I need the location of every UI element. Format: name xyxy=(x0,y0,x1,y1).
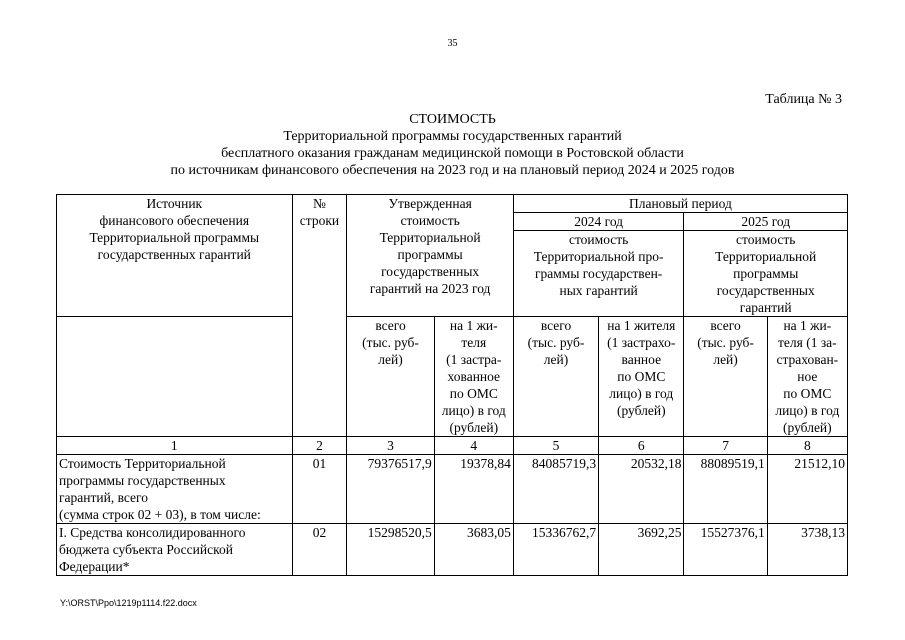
header-cost-2024: стоимость Территориальной про- граммы государствен- ных гарантий xyxy=(513,231,684,317)
cost-table xyxy=(56,194,848,576)
header-total-2024: всего (тыс. руб- лей) xyxy=(513,317,598,437)
header-source: Источник финансового обеспечения Территориальной программы государственных гарантий xyxy=(57,195,293,317)
cell-total-2023: 15298520,5 xyxy=(347,524,434,576)
cell-total-2024: 15336762,7 xyxy=(513,524,598,576)
header-year-2025: 2025 год xyxy=(684,213,848,231)
header-year-2024: 2024 год xyxy=(513,213,684,231)
row-number: 01 xyxy=(292,455,347,524)
row-number: 02 xyxy=(292,524,347,576)
table-row xyxy=(57,524,848,576)
col-number: 1 xyxy=(57,437,293,455)
header-per-capita-2025: на 1 жи- теля (1 за- страхован- ное по ОМС лицо) в год (рублей) xyxy=(767,317,847,437)
header-row-number: № строки xyxy=(292,195,347,437)
header-source-blank xyxy=(57,317,293,437)
title-line-2: Территориальной программы государственных гарантий xyxy=(283,129,622,144)
cell-total-2025: 15527376,1 xyxy=(684,524,767,576)
col-number: 8 xyxy=(767,437,847,455)
header-per-capita-2023: на 1 жи- теля (1 застра- хованное по ОМС лицо) в год (рублей) xyxy=(434,317,513,437)
page-number: 35 xyxy=(447,38,458,49)
title-line-4: по источникам финансового обеспечения на 2023 год и на плановый период 2024 и 2025 годов xyxy=(170,163,735,178)
header-per-capita-2024: на 1 жителя (1 застрахо- ванное по ОМС лицо) в год (рублей) xyxy=(599,317,684,437)
header-cost-2025: стоимость Территориальной программы государственных гарантий xyxy=(684,231,848,317)
row-name: I. Средства консолидированного бюджета субъекта Российской Федерации* xyxy=(57,524,293,576)
table-label: Таблица № 3 xyxy=(765,92,842,107)
cell-per-capita-2025: 3738,13 xyxy=(767,524,847,576)
header-total-2023: всего (тыс. руб- лей) xyxy=(347,317,434,437)
cell-per-capita-2023: 3683,05 xyxy=(434,524,513,576)
cell-total-2023: 79376517,9 xyxy=(347,455,434,524)
col-number: 4 xyxy=(434,437,513,455)
header-approved-cost: Утвержденная стоимость Территориальной программы государственных гарантий на 2023 год xyxy=(347,195,514,317)
title-line-1: СТОИМОСТЬ xyxy=(409,112,496,127)
header-total-2025: всего (тыс. руб- лей) xyxy=(684,317,767,437)
document-title xyxy=(0,111,905,179)
file-path-footer: Y:\ORST\Ppo\1219p1114.f22.docx xyxy=(60,598,197,608)
cell-per-capita-2025: 21512,10 xyxy=(767,455,847,524)
column-numbers-row xyxy=(57,437,848,455)
col-number: 5 xyxy=(513,437,598,455)
header-planned-period: Плановый период xyxy=(513,195,847,213)
col-number: 2 xyxy=(292,437,347,455)
cell-per-capita-2024: 3692,25 xyxy=(599,524,684,576)
cell-per-capita-2024: 20532,18 xyxy=(599,455,684,524)
row-name: Стоимость Территориальной программы государственных гарантий, всего (сумма строк 02 + 03), в том числе: xyxy=(57,455,293,524)
table-row xyxy=(57,455,848,524)
col-number: 6 xyxy=(599,437,684,455)
col-number: 7 xyxy=(684,437,767,455)
cell-total-2024: 84085719,3 xyxy=(513,455,598,524)
col-number: 3 xyxy=(347,437,434,455)
cell-per-capita-2023: 19378,84 xyxy=(434,455,513,524)
cell-total-2025: 88089519,1 xyxy=(684,455,767,524)
title-line-3: бесплатного оказания гражданам медицинской помощи в Ростовской области xyxy=(221,146,684,161)
